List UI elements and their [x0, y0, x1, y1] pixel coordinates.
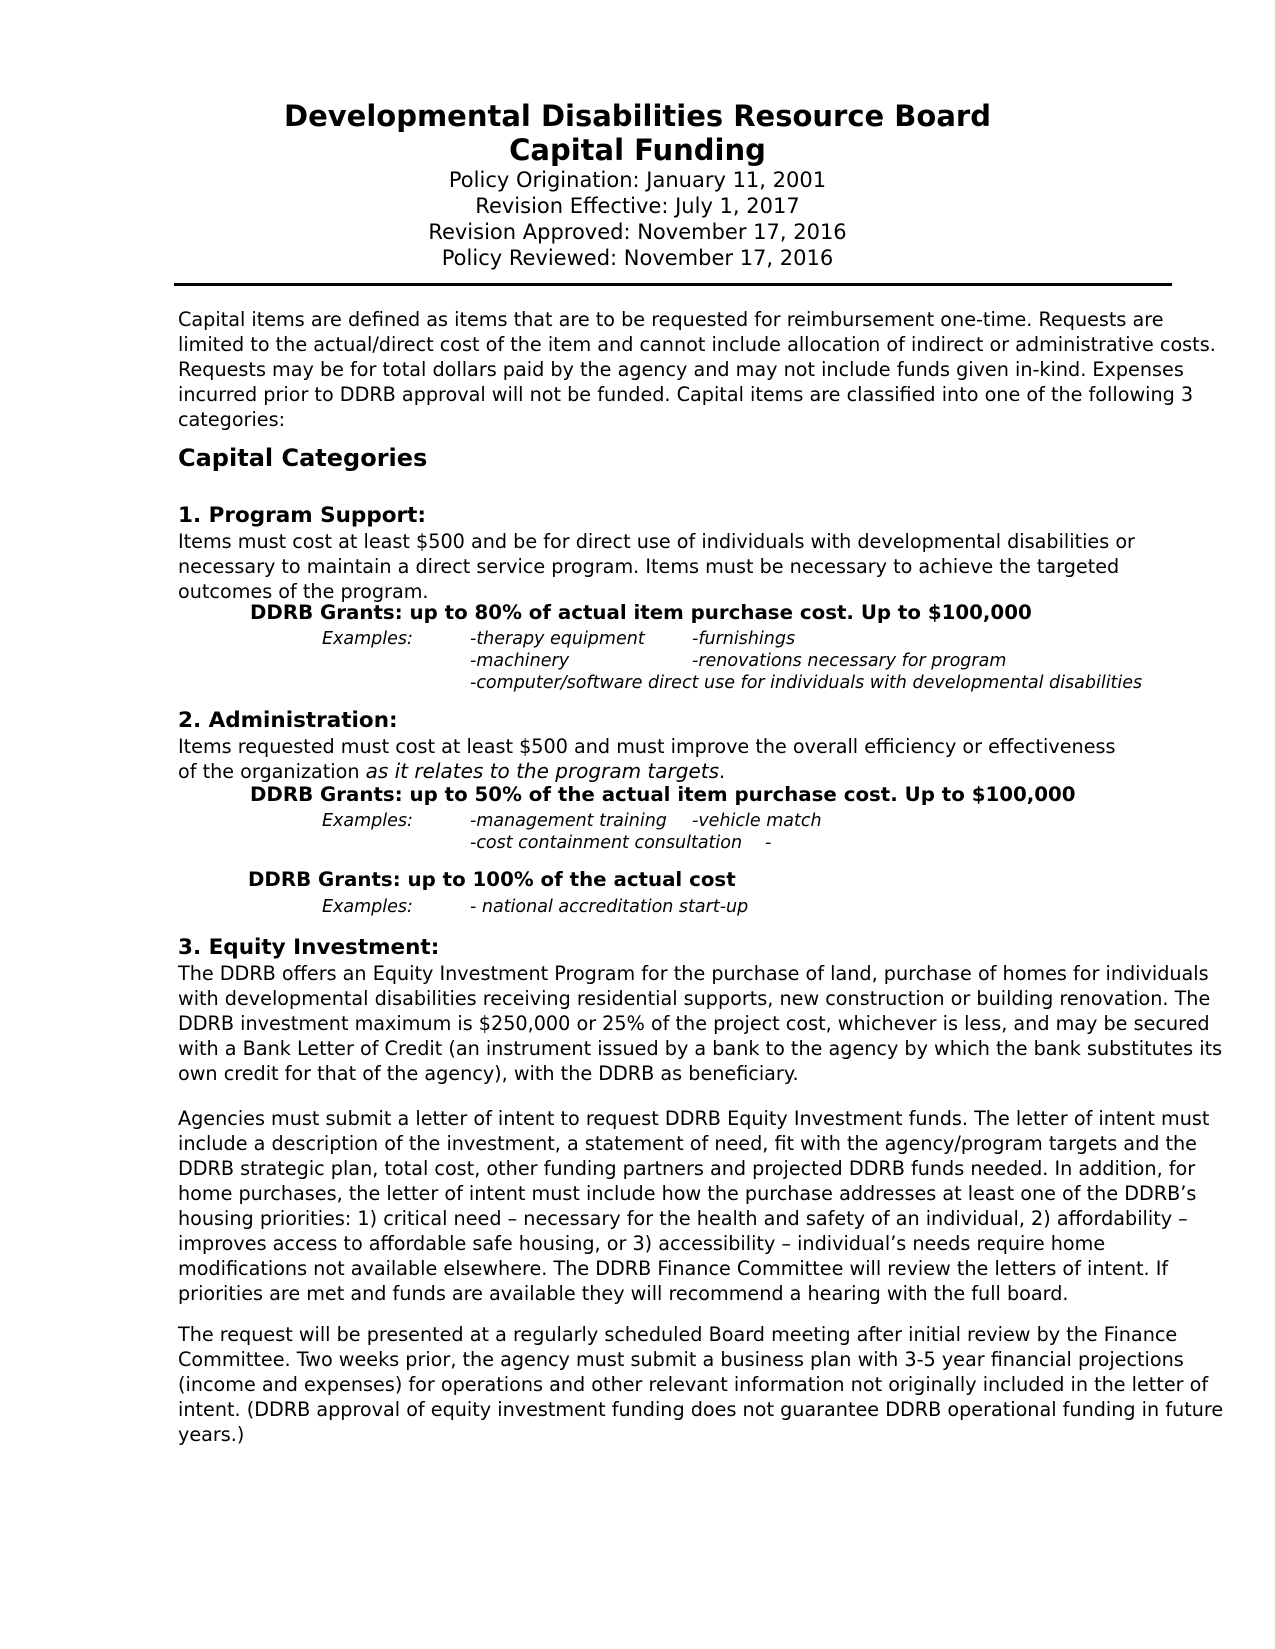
program-support-paragraph	[178, 529, 1178, 604]
administration-grant: DDRB Grants: up to 50% of the actual item purchase cost. Up to $100,000	[250, 783, 1076, 806]
administration-heading: 2. Administration:	[178, 708, 398, 733]
example-item: -therapy equipment	[470, 629, 645, 649]
equity-line: Agencies must submit a letter of intent to request DDRB Equity Investment funds. The letter of intent must	[178, 1107, 1210, 1130]
equity-line: The request will be presented at a regularly scheduled Board meeting after initial review by the Finance	[178, 1323, 1178, 1346]
example-item: -renovations necessary for program	[692, 651, 1007, 671]
intro-paragraph	[178, 307, 1216, 432]
equity-line: housing priorities: 1) critical need – necessary for the health and safety of an individual, 2) affordability –	[178, 1207, 1188, 1230]
program-support-line: outcomes of the program.	[178, 580, 429, 603]
equity-line: modifications not available elsewhere. The DDRB Finance Committee will review the letters of intent. If	[178, 1257, 1169, 1280]
example-item: -furnishings	[692, 629, 796, 649]
revision-effective: Revision Effective: July 1, 2017	[475, 194, 800, 218]
document-title: Developmental Disabilities Resource Board	[284, 99, 991, 133]
example-item: -	[765, 833, 772, 853]
program-support-heading: 1. Program Support:	[178, 503, 426, 528]
administration-line	[178, 759, 1178, 784]
intro-line: categories:	[178, 408, 286, 431]
revision-approved: Revision Approved: November 17, 2016	[428, 220, 847, 244]
administration-line-end: .	[719, 760, 726, 783]
example-item: -computer/software direct use for individuals with developmental disabilities	[470, 673, 1143, 693]
equity-line: with developmental disabilities receiving residential supports, new construction or building renovation. The	[178, 987, 1211, 1010]
example-item: -machinery	[470, 651, 570, 671]
equity-line: improves access to affordable safe housing, or 3) accessibility – individual’s needs require home	[178, 1232, 1106, 1255]
equity-paragraph-3	[178, 1322, 1224, 1447]
intro-line: Capital items are defined as items that are to be requested for reimbursement one-time. Requests are	[178, 308, 1164, 331]
equity-line: intent. (DDRB approval of equity investment funding does not guarantee DDRB operational funding in future	[178, 1398, 1224, 1421]
example-item: -vehicle match	[692, 811, 822, 831]
program-targets-emphasis: as it relates to the program targets	[365, 759, 720, 783]
equity-line: DDRB strategic plan, total cost, other funding partners and projected DDRB funds needed. In addition, for	[178, 1157, 1196, 1180]
accreditation-grant: DDRB Grants: up to 100% of the actual cost	[248, 868, 736, 891]
equity-investment-heading: 3. Equity Investment:	[178, 935, 440, 960]
equity-paragraph-1	[178, 961, 1223, 1086]
equity-line: include a description of the investment, a statement of need, fit with the agency/program targets and the	[178, 1132, 1197, 1155]
equity-line: Committee. Two weeks prior, the agency must submit a business plan with 3-5 year financial projections	[178, 1348, 1184, 1371]
equity-line: years.)	[178, 1423, 245, 1446]
example-item: -cost containment consultation	[470, 833, 743, 853]
policy-reviewed: Policy Reviewed: November 17, 2016	[441, 246, 834, 270]
administration-paragraph	[178, 734, 1178, 784]
examples-label: Examples:	[322, 811, 413, 831]
program-support-line: Items must cost at least $500 and be for direct use of individuals with developmental disabilities or	[178, 530, 1135, 553]
example-item: -management training	[470, 811, 667, 831]
examples-label: Examples:	[322, 629, 413, 649]
equity-paragraph-2	[178, 1106, 1210, 1306]
policy-origination: Policy Origination: January 11, 2001	[448, 168, 827, 192]
administration-line: Items requested must cost at least $500 and must improve the overall efficiency or effectiveness	[178, 735, 1116, 758]
program-support-line: necessary to maintain a direct service program. Items must be necessary to achieve the targeted	[178, 555, 1120, 578]
intro-line: limited to the actual/direct cost of the item and cannot include allocation of indirect or administrative costs.	[178, 333, 1216, 356]
intro-line: Requests may be for total dollars paid by the agency and may not include funds given in-kind. Expenses	[178, 358, 1184, 381]
equity-line: with a Bank Letter of Credit (an instrument issued by a bank to the agency by which the bank substitutes its	[178, 1037, 1223, 1060]
equity-line: home purchases, the letter of intent must include how the purchase addresses at least one of the DDRB’s	[178, 1182, 1197, 1205]
equity-line: priorities are met and funds are available they will recommend a hearing with the full board.	[178, 1282, 1069, 1305]
equity-line: DDRB investment maximum is $250,000 or 25% of the project cost, whichever is less, and may be secured	[178, 1012, 1210, 1035]
document-subtitle: Capital Funding	[509, 133, 766, 167]
example-item: - national accreditation start-up	[470, 897, 749, 917]
intro-line: incurred prior to DDRB approval will not be funded. Capital items are classified into one of the following 3	[178, 383, 1194, 406]
capital-categories-heading: Capital Categories	[178, 444, 428, 472]
header-divider	[174, 283, 1172, 286]
equity-line: (income and expenses) for operations and other relevant information not originally included in the letter of	[178, 1373, 1209, 1396]
equity-line: The DDRB offers an Equity Investment Program for the purchase of land, purchase of homes for individuals	[178, 962, 1209, 985]
equity-line: own credit for that of the agency), with the DDRB as beneficiary.	[178, 1062, 799, 1085]
program-support-grant: DDRB Grants: up to 80% of actual item purchase cost. Up to $100,000	[250, 601, 1032, 624]
examples-label: Examples:	[322, 897, 413, 917]
administration-line-text: of the organization	[178, 760, 366, 783]
